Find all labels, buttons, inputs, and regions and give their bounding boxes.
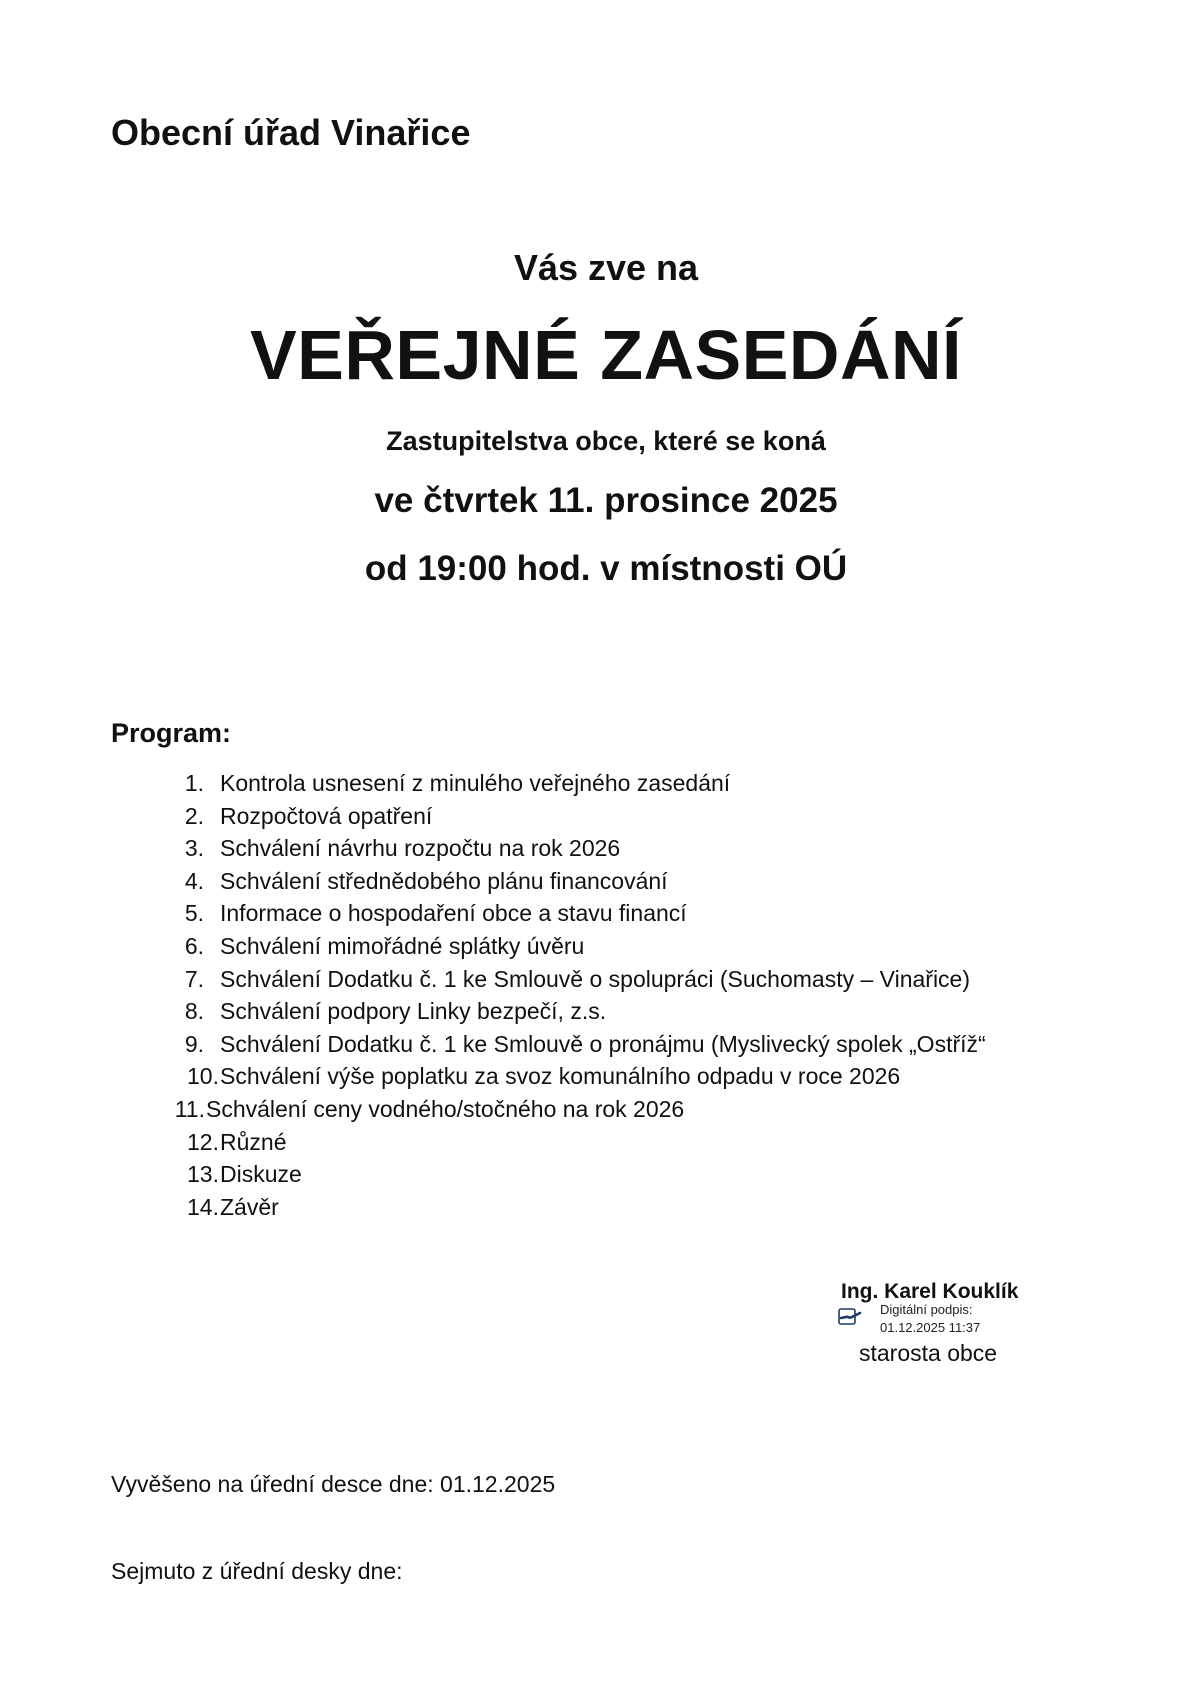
agenda-item-number: 7. [184,965,204,992]
agenda-item-text: Schválení návrhu rozpočtu na rok 2026 [220,835,621,862]
agenda-item-text: Schválení podpory Linky bezpečí, z.s. [220,998,607,1025]
agenda-item-text: Schválení střednědobého plánu financování [220,867,668,894]
agenda-item-number: 10. [187,1063,219,1090]
posted-date: Vyvěšeno na úřední desce dne: 01.12.2025 [111,1471,556,1497]
agenda-item-number: 11. [174,1095,205,1122]
agenda-item-text: Diskuze [220,1161,302,1188]
agenda-item-text: Schválení ceny vodného/stočného na rok 2026 [206,1095,685,1122]
agenda-item-number: 4. [184,867,204,894]
signatory-role: starosta obce [859,1340,998,1366]
agenda-item-number: 5. [184,900,204,927]
agenda-item-number: 9. [184,1030,204,1057]
program-label: Program: [111,718,232,748]
agenda-item-number: 13. [187,1161,219,1188]
agenda-item-text: Kontrola usnesení z minulého veřejného zasedání [220,770,731,796]
agenda-item-number: 14. [187,1193,219,1220]
invitation-intro: Vás zve na [513,247,699,288]
agenda-item-number: 6. [184,932,204,959]
agenda-item-number: 2. [184,802,204,829]
digital-signature-icon [838,1306,862,1326]
agenda-item-text: Schválení mimořádné splátky úvěru [220,932,585,959]
page-title: VEŘEJNÉ ZASEDÁNÍ [249,316,963,394]
agenda-item-text: Schválení výše poplatku za svoz komunálního odpadu v roce 2026 [220,1063,901,1090]
agenda-item-text: Různé [220,1128,287,1155]
agenda-item-text: Schválení Dodatku č. 1 ke Smlouvě o spolupráci (Suchomasty – Vinařice) [220,965,971,992]
agenda-item-number: 1. [184,770,204,796]
signatory-name: Ing. Karel Kouklík [841,1280,1019,1303]
organization-name: Obecní úřad Vinařice [111,112,471,153]
meeting-time-place: od 19:00 hod. v místnosti OÚ [364,549,848,588]
digital-signature-label: Digitální podpis: [880,1302,973,1317]
agenda-item-text: Schválení Dodatku č. 1 ke Smlouvě o pronájmu (Myslivecký spolek „Ostříž“ [220,1030,986,1057]
invitation-subtitle: Zastupitelstva obce, které se koná [386,426,826,456]
agenda-item-text: Rozpočtová opatření [220,802,433,829]
agenda-item-text: Informace o hospodaření obce a stavu financí [220,900,687,927]
agenda-item-number: 8. [184,998,204,1025]
agenda-item-number: 12. [187,1128,219,1155]
meeting-date: ve čtvrtek 11. prosince 2025 [374,481,838,520]
digital-signature-date: 01.12.2025 11:37 [880,1320,981,1335]
agenda-item-number: 3. [184,835,204,862]
removed-date: Sejmuto z úřední desky dne: [111,1558,403,1584]
agenda-item-text: Závěr [220,1193,279,1220]
